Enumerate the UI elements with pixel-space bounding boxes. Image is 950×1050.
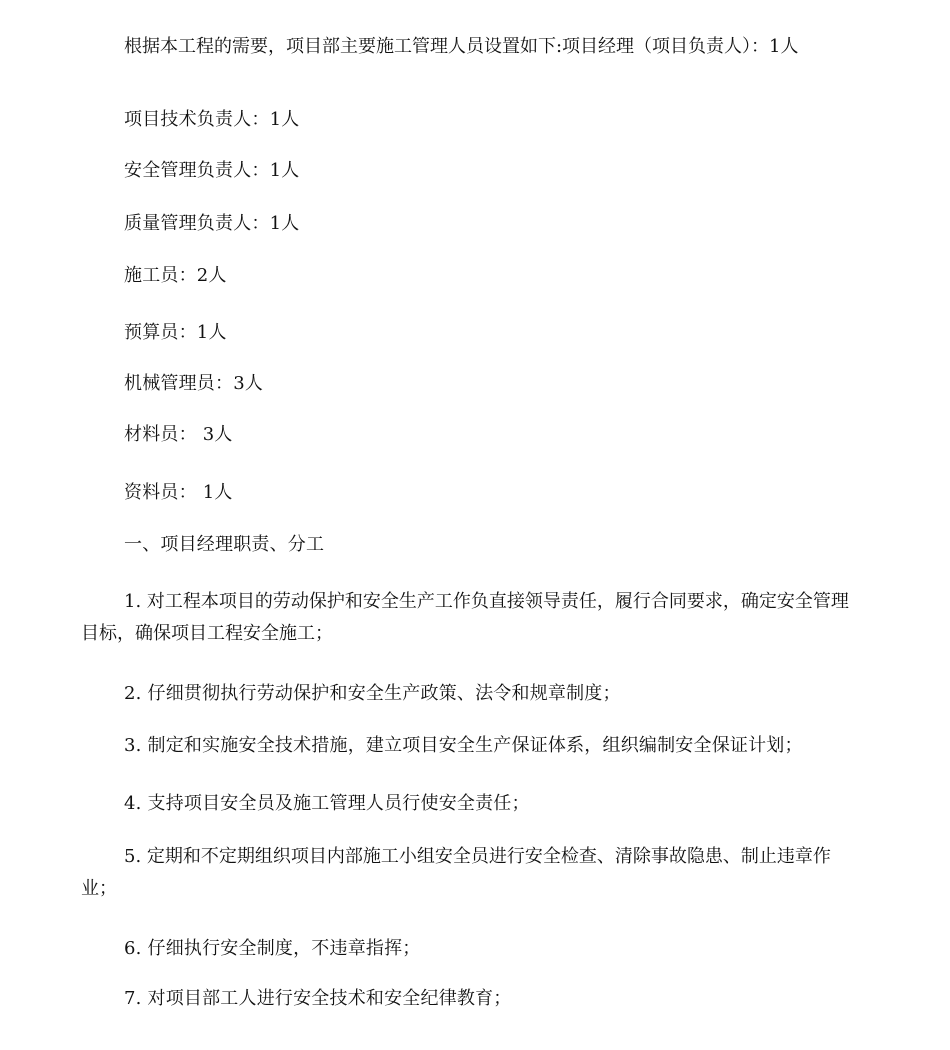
staff-item: 施工员：2人	[124, 265, 227, 286]
duty-item: 3. 制定和实施安全技术措施，建立项目安全生产保证体系，组织编制安全保证计划；	[124, 735, 803, 756]
staff-item: 项目技术负责人：1人	[124, 109, 300, 130]
duty-item: 2. 仔细贯彻执行劳动保护和安全生产政策、法令和规章制度；	[124, 683, 621, 704]
staff-item: 预算员：1人	[124, 322, 227, 343]
staff-item: 材料员： 3人	[124, 424, 233, 445]
duty-item: 7. 对项目部工人进行安全技术和安全纪律教育；	[124, 988, 512, 1009]
section-heading: 一、项目经理职责、分工	[124, 534, 325, 555]
staff-item: 资料员： 1人	[124, 482, 233, 503]
staff-item: 质量管理负责人：1人	[124, 213, 300, 234]
duty-item: 5. 定期和不定期组织项目内部施工小组安全员进行安全检查、清除事故隐患、制止违章作业；	[81, 846, 831, 899]
duty-item: 6. 仔细执行安全制度，不违章指挥；	[124, 938, 421, 959]
staff-item: 机械管理员：3人	[124, 373, 264, 394]
staff-item: 安全管理负责人：1人	[124, 160, 300, 181]
duty-item: 1. 对工程本项目的劳动保护和安全生产工作负直接领导责任，履行合同要求，确定安全管理目标，确保项目工程安全施工；	[81, 591, 849, 644]
intro-paragraph: 根据本工程的需要，项目部主要施工管理人员设置如下:项目经理（项目负责人）：1人	[124, 36, 799, 57]
duty-item: 4. 支持项目安全员及施工管理人员行使安全责任；	[124, 793, 530, 814]
